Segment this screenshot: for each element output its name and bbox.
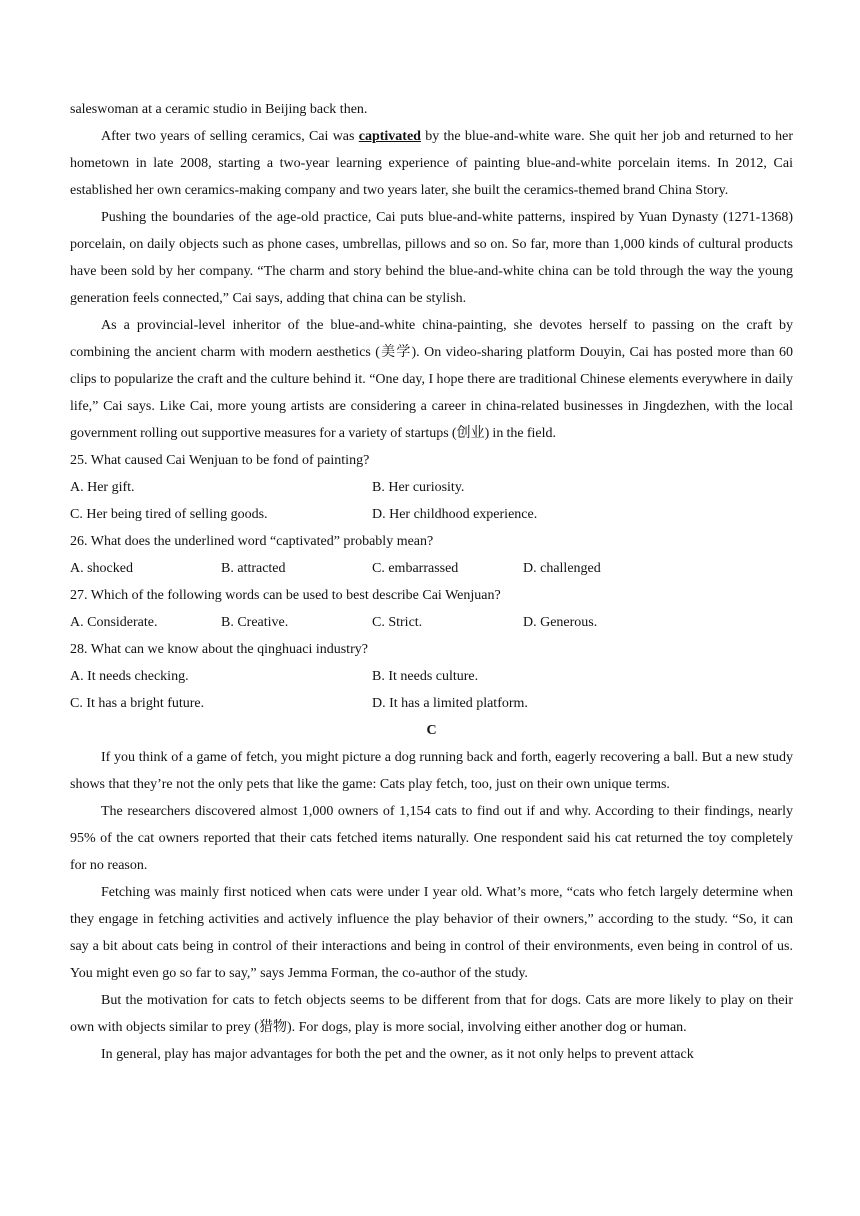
option-d: D. Her childhood experience. xyxy=(372,507,538,522)
question-25: 25. What caused Cai Wenjuan to be fond of painting? xyxy=(70,453,370,468)
option-c: C. It has a bright future. xyxy=(70,696,205,711)
option-d: D. It has a limited platform. xyxy=(372,696,528,711)
options-25-cd xyxy=(70,501,793,528)
option-d: D. challenged xyxy=(523,561,601,576)
paragraph-text: by the blue-and-white ware. She quit her job and returned to her hometown in late 2008, starting a two-year learning experience of painting blue-and-white porcelain items. In 2012, Cai established her own ceramics-making company and two years later, she built the ceramics-themed brand China Story. xyxy=(70,129,794,198)
options-28 xyxy=(70,663,793,690)
paragraph-fetching: Fetching was mainly first noticed when cats were under I year old. What’s more, “cats who fetch largely determine when they engage in fetching activities and actively influence the play behavior of their owners,” according to the study. “So, it can say a bit about cats being in control of their interactions and being in control of their environments, even being in control of us. You might even go so far to say,” says Jemma Forman, the co-author of the study. xyxy=(70,885,793,981)
question-28: 28. What can we know about the qinghuaci industry? xyxy=(70,642,368,657)
option-c: C. Strict. xyxy=(372,615,423,630)
paragraph-inheritor: As a provincial-level inheritor of the blue-and-white china-painting, she devotes herself to passing on the craft by combining the ancient charm with modern aesthetics (美学). On video-sharing platform Douyin, Cai has posted more than 60 clips to popularize the craft and the culture behind it. “One day, I hope there are traditional Chinese elements everywhere in daily life,” Cai says. Like Cai, more young artists are considering a career in china-related businesses in Jingdezhen, with the local government rolling out supportive measures for a variety of startups (创业) in the field. xyxy=(70,318,793,441)
options-28-cd xyxy=(70,690,793,717)
document-page xyxy=(70,96,793,1068)
section-heading: C xyxy=(426,723,437,738)
option-a: A. It needs checking. xyxy=(70,669,189,684)
paragraph-continued: saleswoman at a ceramic studio in Beijing back then. xyxy=(70,102,368,117)
option-a: A. shocked xyxy=(70,561,133,576)
option-b: B. Her curiosity. xyxy=(372,480,465,495)
options-25 xyxy=(70,474,793,501)
paragraph-fetch: If you think of a game of fetch, you might picture a dog running back and forth, eagerly recovering a ball. But a new study shows that they’re not the only pets that like the game: Cats play fetch, too, just on their own unique terms. xyxy=(70,750,793,792)
paragraph-motivation: But the motivation for cats to fetch objects seems to be different from that for dogs. Cats are more likely to play on their own with objects similar to prey (猎物). For dogs, play is more social, involving either another dog or human. xyxy=(70,993,793,1035)
option-b: B. It needs culture. xyxy=(372,669,479,684)
underlined-word: captivated xyxy=(358,129,421,144)
options-26 xyxy=(70,555,793,582)
option-c: C. Her being tired of selling goods. xyxy=(70,507,268,522)
option-b: B. attracted xyxy=(221,561,286,576)
paragraph-text: After two years of selling ceramics, Cai was xyxy=(101,129,359,144)
question-26: 26. What does the underlined word “captivated” probably mean? xyxy=(70,534,434,549)
paragraph-play: In general, play has major advantages for both the pet and the owner, as it not only helps to prevent attack xyxy=(101,1047,694,1062)
option-a: A. Her gift. xyxy=(70,480,135,495)
options-27 xyxy=(70,609,793,636)
paragraph-captivated xyxy=(70,123,793,204)
option-d: D. Generous. xyxy=(523,615,598,630)
option-c: C. embarrassed xyxy=(372,561,459,576)
option-a: A. Considerate. xyxy=(70,615,158,630)
option-b: B. Creative. xyxy=(221,615,289,630)
paragraph-boundaries: Pushing the boundaries of the age-old practice, Cai puts blue-and-white patterns, inspired by Yuan Dynasty (1271-1368) porcelain, on daily objects such as phone cases, umbrellas, pillows and so on. So far, more than 1,000 kinds of cultural products have been sold by her company. “The charm and story behind the blue-and-white china can be told through the way the young generation feels connected,” Cai says, adding that china can be stylish. xyxy=(70,210,793,306)
paragraph-researchers: The researchers discovered almost 1,000 owners of 1,154 cats to find out if and why. According to their findings, nearly 95% of the cat owners reported that their cats fetched items naturally. One respondent said his cat returned the toy completely for no reason. xyxy=(70,804,793,873)
question-27: 27. Which of the following words can be used to best describe Cai Wenjuan? xyxy=(70,588,501,603)
